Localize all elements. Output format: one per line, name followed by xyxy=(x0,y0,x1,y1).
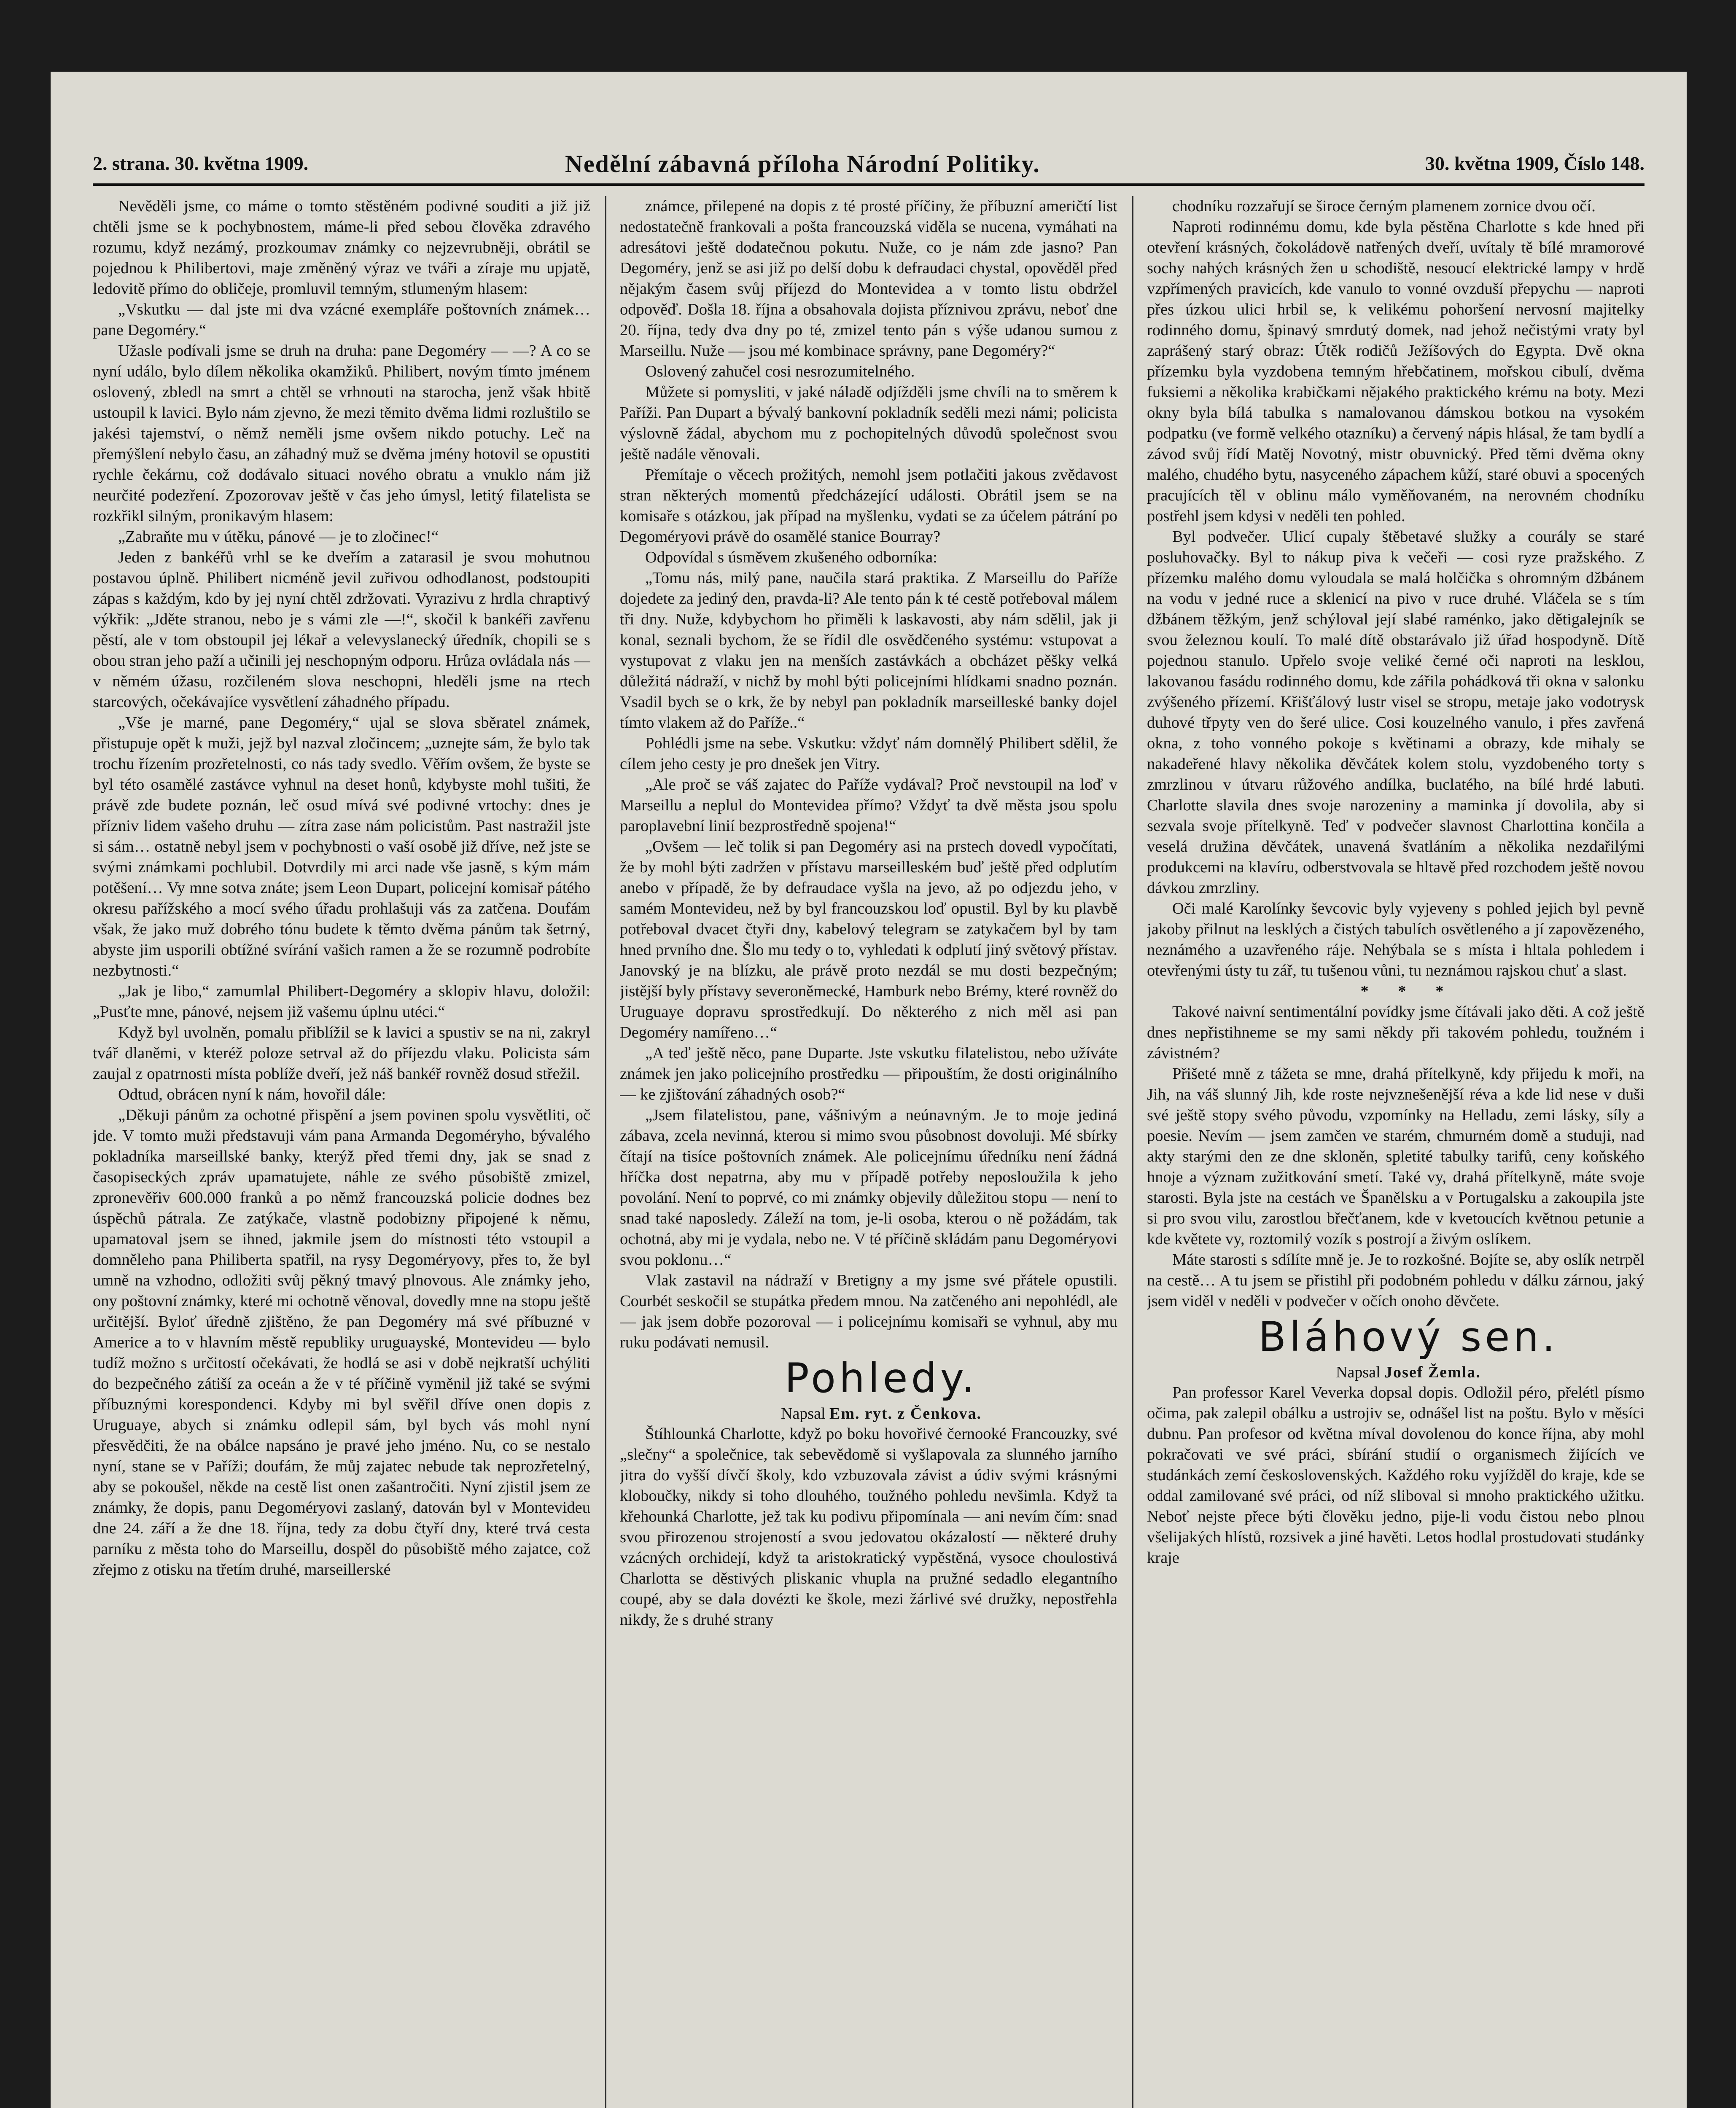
author-name: Josef Žemla. xyxy=(1384,1363,1481,1381)
paragraph: Můžete si pomysliti, v jaké náladě odjížděli jsme chvíli na to směrem k Paříži. Pan Dupart a bývalý bankovní pokladník seděli mezi námi; policista výslovně žádal, abychom mu z pochopitelných důvodů společnost svou ještě nadále věnovali. xyxy=(620,383,1117,463)
paragraph: Odtud, obrácen nyní k nám, hovořil dále: xyxy=(118,1086,386,1103)
paragraph: „Vskutku — dal jste mi dva vzácné exempláře poštovních známek… pane Degoméry.“ xyxy=(93,301,590,339)
paragraph: „Jak je libo,“ zamumlal Philibert-Degoméry a sklopiv hlavu, doložil: „Pusťte mne, pánové, nejsem již vašemu úplnu utéci.“ xyxy=(93,982,590,1021)
header-publication-title: Nedělní zábavná příloha Národní Politiky. xyxy=(565,150,1040,177)
paragraph: „Ale proč se váš zajatec do Paříže vydával? Proč nevstoupil na loď v Marseillu a neplul do Montevidea přímo? Vždyť ta dvě města jsou spolu paroplavební linií bezprostředně spojena!“ xyxy=(620,776,1117,835)
column-2 xyxy=(620,196,1117,2108)
paragraph: Vlak zastavil na nádraží v Bretigny a my jsme své přátele opustili. Courbét seskočil se stupátka předem mnou. Na zatčeného ani nepohlédl, ale — jak jsem dobře pozoroval — i policejnímu komisaři se vyhnul, aby mu ruku podávati nemusil. xyxy=(620,1272,1117,1351)
paragraph: „Jsem filatelistou, pane, vášnivým a neúnavným. Je to moje jediná zábava, zcela nevinná, kterou si mimo svou působnost dovoluji. Mé sbírky čítají na tisíce poštovních známek. Ale policejnímu úředníku není žádná hříčka dost nepatrna, aby mu v případě potřeby neposloužila k jeho povolání. Není to poprvé, co mi známky objevily důležitou stopu — není to snad také naposledy. Záleží na tom, je-li osoba, kterou o ně požádám, tak ochotná, aby mi je vydala, nebo ne. V té příčině skládám panu Degoméryovi svou poklonu…“ xyxy=(620,1106,1117,1269)
paragraph: Přemítaje o věcech prožitých, nemohl jsem potlačiti jakous zvědavost stran některých momentů předcházející události. Obrátil jsem se na komisaře s otázkou, jak případ na myšlenku, vydati se za účelem pátrání po Degoméryovi právě do osamělé stanice Bourray? xyxy=(620,466,1117,546)
paragraph: Máte starosti s sdílíte mně je. Je to rozkošné. Bojíte se, aby oslík netrpěl na cestě… A tu jsem se přistihl při podobném pohledu v dálku zárnou, jaký jsem viděl v neděli v podvečer v očích onoho děvčete. xyxy=(1147,1251,1644,1310)
paragraph: Nevěděli jsme, co máme o tomto stěstěném podivné souditi a již již chtěli jsme se k pochybnostem, máme-li před sebou člověka zdravého rozumu, když nezámý, prozkoumav známky co nejzevrubněji, obrátil se pojednou k Philibertovi, maje změněný výraz ve tváři a zíraje mu upjatě, ledovitě přímo do obličeje, promluvil temným, stlumeným hlasem: xyxy=(93,197,590,298)
paragraph: Když byl uvolněn, pomalu přiblížil se k lavici a spustiv se na ni, zakryl tvář dlaněmi, v kteréž poloze setrval až do příjezdu vlaku. Policista sám zaujal z opatrnosti místa poblíže dveří, jež náš bankéř rovněž dosud střežil. xyxy=(93,1024,590,1083)
author-name: Em. ryt. z Čenkova. xyxy=(829,1405,982,1422)
paragraph: „Děkuji pánům za ochotné přispění a jsem povinen spolu vysvětliti, oč jde. V tomto muži představuji vám pana Armanda Degoméryho, bývalého pokladníka marseillské banky, kterýž před třemi dny, jak se snad z časopiseckých zpráv upamatujete, náhle ze svého působiště zmizel, zpronevěřiv 600.000 franků a po němž francouzská policie dodnes bez úspěchů pátrala. Ze zatýkače, vlastně podobizny připojené k němu, upamatoval jsem se ihned, jakmile jsem do místnosti této vstoupil a domněleho pana Philiberta spatřil, na rysy Degoméryovy, přes to, že byl umně na vzhodno, odložiti svůj pěkný tmavý plnovous. Ale známky jeho, ony poštovní známky, které mi ochotně věnoval, dovedly mne na stopu ještě určitější. Byloť úředně zjištěno, že pan Degoméry má své příbuzné v Americe a to v hlavním městě republiky uruguayské, Montevideu — bylo tudíž možno s určitostí očekávati, že hodlá se asi v době nejkratší uchýliti do bezpečného zátiší za oceán a že v té příčině vyměnil již také se svými příbuznými korespondenci. Kdyby mi byl svěřil dříve onen dopis z Uruguaye, abych si známku odlepil sám, byl bych vás mohl nyní přesvědčiti, že na obálce napsáno je pravé jeho jméno. Nu, co se nestalo nyní, stane se v Paříži; doufám, že můj zajatec nebude tak neprozřetelný, aby se pokoušel, někde na cestě list onen zašantročiti. Nyní zjistil jsem ze známky, že dopis, panu Degoméryovi zaslaný, datován byl v Montevideu dne 24. září a že dne 18. října, tedy za dobu čtyří dny, které trvá cesta parníku z města toho do Marseillu, dospěl do působiště mého zajatce, což zřejmo z otisku na třetím druhé, marseillerské xyxy=(93,1106,590,1578)
paragraph: Pan professor Karel Veverka dopsal dopis. Odložil péro, přelétl písmo očima, pak zalepil obálku a ustrojiv se, odnášel list na poštu. Bylo v měsíci dubnu. Pan profesor od května míval dovolenou do konce října, aby mohl pokračovati ve své práci, sbírání studií o organismech žijících ve studánkách zemí československých. Každého roku vyjížděl do kraje, kde se oddal zamilované své práci, od níž sliboval si mnoho praktického užitku. Neboť nejste přece býti člověku jedno, pije-li vodu čistou nebo plnou všelijakých hlístů, rozsivek a jiné havěti. Letos hodlal prostudovati studánky kraje xyxy=(1147,1384,1644,1567)
paragraph: Oslovený zahučel cosi nesrozumitelného. xyxy=(645,363,915,380)
paragraph: „Zabraňte mu v útěku, pánové — je to zločinec!“ xyxy=(118,528,439,546)
paragraph: „Tomu nás, milý pane, naučila stará praktika. Z Marseillu do Paříže dojedete za jediný den, pravda-li? Ale tento pán k té cestě potřeboval málem tři dny. Nuže, kdybychom ho přiměli k laskavosti, aby nám sdělil, jak ji konal, seznali bychom, že se řídil dle osvědčeného systému: vstupovat a vystupovat z vlaku jen na menších zastávkách a obcházet pěšky velká důležitá nádraží, v nichž by mohl býti policejními hlídkami snadno poznán. Vsadil bych se o krk, že by nebyl pan pokladník marseilleské banky dojel tímto vlakem až do Paříže..“ xyxy=(620,569,1117,731)
paragraph: chodníku rozzařují se široce černým plamenem zornice dvou očí. xyxy=(1172,197,1596,215)
paragraph: Oči malé Karolínky ševcovic byly vyjeveny s pohled jejich byl pevně jakoby přilnut na lesklých a čistých tabulích osvětleného a jí zapovězeného, neznámého a uzavřeného ráje. Nehýbala se s místa i hltala pohledem i otevřenými ústy tu zář, tu tušenou vůni, tu neznámou rajskou chuť a slast. xyxy=(1147,900,1644,979)
paragraph: Přišeté mně z tážeta se mne, drahá přítelkyně, kdy přijedu k moři, na Jih, na váš slunný Jih, kde roste nejvznešenější réva a kde lid nese v duši své ještě stopy svého původu, vzpomínky na Helladu, zemi lásky, síly a poesie. Nevím — jsem zamčen ve starém, chmurném domě a studuji, nad akty starými den ze dne skloněn, spletité tabulky tarifů, ceny koňského hnoje a význam zužitkování smetí. Také vy, drahá přítelkyně, máte svoje starosti. Byla jste na cestách ve Španělsku a v Portugalsku a zakoupila jste si pro svou vilu, zarostlou břečťanem, kde v kvetoucích květnou petunie a kde květete vy, roztomilý vozík s postrojí a živým oslíkem. xyxy=(1147,1065,1644,1248)
paragraph: „Ovšem — leč tolik si pan Degoméry asi na prstech dovedl vypočítati, že by mohl býti zadržen v přístavu marseilleském buď ještě před odplutím anebo v případě, že by defraudace vyšla na jevo, až po odjezdu jeho, v samém Montevideu, než by byl francouzskou loď opustil. Byl by ku plavbě potřeboval dvacet čtyři dny, kabelový telegram se zatykačem byl by tam hned prvního dne. Šlo mu tedy o to, vyhledati k odplutí jiný světový přístav. Janovský je na blízku, ale právě proto nezdál se mu dosti bezpečným; jistější byly přístavy severoněmecké, Hamburk nebo Brémy, které rovněž do Uruguaye dopravu sprostředkují. Do některého z nich měl asi pan Degoméry namířeno…“ xyxy=(620,838,1117,1041)
article-title-pohledy: Pohledy. xyxy=(784,1355,978,1402)
header-date-issue: 30. května 1909, Číslo 148. xyxy=(1425,153,1644,174)
column-3 xyxy=(1147,196,1644,2108)
article-blahovy-sen xyxy=(1147,1312,1644,1568)
byline-prefix: Napsal xyxy=(781,1405,826,1422)
paragraph: známce, přilepené na dopis z té prosté příčiny, že příbuzní američtí list nedostatečně frankovali a pošta francouzská viděla se nucena, vymáhati na adresátovi ještě dodatečnou pokutu. Nuže, co je nám zde jasno? Pan Degoméry, jenž se asi již po delší dobu k defraudaci chystal, opověděl před nějakým časem svůj příjezd do Montevidea a v tomto listu obdržel odpověď. Došla 18. října a obsahovala dojista příznivou zprávu, neboť dne 20. října, tedy dva dny po té, zmizel tento pán s výše udanou sumou z Marseillu. Nuže — jsou mé kombinace správny, pane Degoméry?“ xyxy=(620,197,1117,360)
column-rule xyxy=(1132,196,1133,2108)
story-continuation xyxy=(620,196,1117,1353)
byline-prefix: Napsal xyxy=(1336,1363,1381,1381)
paragraph: „A teď ještě něco, pane Duparte. Jste vskutku filatelistou, nebo užíváte známek jen jako policejního prostředku — připouštím, že dosti originálního — ke zjištování záhadných osob?“ xyxy=(620,1044,1117,1103)
byline-blahovy-sen xyxy=(1147,1362,1644,1382)
paragraph: Takové naivní sentimentální povídky jsme čítávali jako děti. A což ještě dnes nepřistihneme se my sami někdy při takovém pohledu, toužném i závistném? xyxy=(1147,1003,1644,1062)
paragraph: Štíhlounká Charlotte, když po boku hovořivé černooké Francouzky, své „slečny“ a společnice, tak sebevědomě si vyšlapovala za slunného jarního jitra do vyšší dívčí školy, kdo vzbuzovala závist a údiv svými krásnými kloboučky, nikdy si toho dlouhého, toužného pohledu nevšimla. Když ta křehounká Charlotte, jež tak ku podivu připomínala — ani nevím čím: snad svou přirozenou strojeností a svou jedovatou okázalostí — některé druhy vzácných orchidejí, když ta aristokratický vypěstěná, vysoce choulostivá Charlotta se děstivých pliskanic vhupla na pružné sedadlo elegantního coupé, aby se dala dovézti ke škole, mezi žárlivé své družky, nepostřehla nikdy, že s druhé strany xyxy=(620,1425,1117,1629)
header-page-date: 2. strana. 30. května 1909. xyxy=(93,153,309,174)
paragraph: Užasle podívali jsme se druh na druha: pane Degoméry — —? A co se nyní událo, bylo dílem několika okamžiků. Philibert, novým tímto jménem oslovený, zbledl na smrt a chtěl se vrhnouti na starocha, jenž však hbitě ustoupil k lavici. Bylo nám zjevno, že mezi těmito dvěma lidmi rozluštilo se jakési tajemství, o němž neměli jsme ovšem nikdo potuchy. Leč na přemýšlení nebylo času, an záhadný muž se dvěma jmény hotovil se opustiti rychle čekárnu, což dodávalo situaci nového obratu a vnuklo nám již neurčité podezření. Zpozorovav ještě v čas jeho úmysl, letitý filatelista se rozkřikl silným, pronikavým hlasem: xyxy=(93,342,590,525)
paragraph: Byl podvečer. Ulicí cupaly štěbetavé služky a courály se staré posluhovačky. Byl to nákup piva k večeři — cosi ryze pražského. Z přízemku malého domu vyloudala se malá holčička s ohromným džbánem na vodu v jedné ruce a sklenicí na pivo v ruce druhé. Vláčela se s tím džbánem těžkým, jenž schýloval její slabé raménko, jako dětigalejník se svou železnou koulí. To malé dítě obstarávalo již úřad hospodyně. Dítě pojednou stanulo. Upřelo svoje veliké černé oči naproti na lesklou, lakovanou fasádu rodinného domu, kde zářila pohádková tři okna v salonku zvýšeného přízemí. Křišťálový lustr visel se stropu, metaje jako vodotrysk duhové třpyty ven do šeré ulice. Cosi kouzelného vanulo, i přes zavřená okna, z toho vonného pokoje s květinami a obrazy, kde mihaly se nakadeřené hlavy několika děvčátek kolem stolu, vyzdobeného torty s zmrzlinou v útvaru růžového andílka, buclatého, na bílé hrdé labuti. Charlotte slavila dnes svoje narozeniny a maminka jí dovolila, aby si sezvala svoje přítelkyně. Teď v podvečer slavnost Charlottina končila a veselá družina děvčátek, unavená švatláním a několika nezdařilými produkcemi na klavíru, odberstvovala se hltavě před rozchodem ještě novou dávkou zmrzliny. xyxy=(1147,528,1644,897)
newspaper-page xyxy=(51,72,1687,2108)
section-separator: * * * xyxy=(1360,982,1456,1000)
paragraph: „Vše je marné, pane Degoméry,“ ujal se slova sběratel známek, přistupuje opět k muži, jejž byl nazval zločincem; „uznejte sám, že bylo tak trochu řízením prozřetelnosti, co nás tady svedlo. Věřím ovšem, že byste se byl této osamělé zastávce vyhnul na deset honů, kdybyste mohl tušiti, že právě zde budete poznán, leč osud mívá své podivné vrtochy: dnes je přízniv lidem vašeho druhu — zítra zase nám policistům. Past nastražil jste si sám… ostatně nebyl jsem v pochybnosti o vaší osobě již dříve, než jste se svými známkami pochlubil. Dotvrdily mi arci nade vše jasně, s kým mám potěšení… Vy mne sotva znáte; jsem Leon Dupart, policejní komisař pátého okresu pařížského a mocí svého úřadu prohlašuji vás za zatčena. Doufám však, že jako muž dobrého tónu budete k těmto dvěma pánům tak šetrný, abyste jim usporili obtížné svírání vašich ramen a že se rozumně podrobíte nezbytnosti.“ xyxy=(93,714,590,979)
page-header xyxy=(93,150,1644,186)
paragraph: Pohlédli jsme na sebe. Vskutku: vždyť nám domnělý Philibert sdělil, že cílem jeho cesty je pro dnešek jen Vitry. xyxy=(620,734,1117,773)
byline-pohledy xyxy=(620,1404,1117,1424)
pohledy-continuation xyxy=(1147,196,1644,1312)
paragraph: Odpovídal s úsměvem zkušeného odborníka: xyxy=(645,549,937,566)
paragraph: Jeden z bankéřů vrhl se ke dveřím a zatarasil je svou mohutnou postavou úplně. Philibert nicméně jevil zuřivou odhodlanost, podstoupiti zápas s každým, kdo by jej nyní chtěl zdržovati. Vyrazivu z hrdla chraptivý výkřik: „Jděte stranou, nebo je s vámi zle —!“, skočil k bankéři zavřenu pěstí, ale v tom obstoupil jej lékař a velevyslanecký úředník, chopili se s obou stran jeho paží a učinili jej neschopným odporu. Hrůza ovládala nás — v němém úžasu, rozčileném slova neschopni, hleděli jsme na rtech starcových, očekávajíce vysvětlení záhadného případu. xyxy=(93,549,590,711)
article-title-blahovy-sen: Bláhový sen. xyxy=(1258,1313,1558,1361)
article-pohledy xyxy=(620,1353,1117,1630)
article-body-blahovy-sen xyxy=(1147,1382,1644,1568)
column-rule xyxy=(605,196,606,2108)
article-body-pohledy xyxy=(620,1424,1117,1630)
column-1 xyxy=(93,196,590,2108)
paragraph: Naproti rodinnému domu, kde byla pěstěna Charlotte s kde hned při otevření krásných, čokoládově natřených dveří, uvítaly tě bílé mramorové sochy nahých krásných žen u schodiště, nesoucí elektrické lampy v hrdě vzpřímených pravicích, kde vanulo to vonné ovzduší přepychu — naproti přes úzkou ulici hrbil se, k velikému pohoršení nervosní majitelky rodinného domu, špinavý smrdutý domek, nad jehož nečistými vraty byl zaprášený starý obraz: Útěk rodičů Ježíšových do Egypta. Dvě okna přízemku byla vyzdobena temným hřebčatinem, mořskou cibulí, dvěma fuksiemi a několika krabičkami nějakého praktického krému na boty. Mezi okny byla bílá tabulka s namalovanou dámskou botkou na vysokém podpatku (ve formě velkého otazníku) a červený nápis hlásal, že tam bydlí a závod svůj řídí Matěj Novotný, mistr obuvnický. Před těmi dvěma okny malého, chudého bytu, nasyceného zápachem kůží, staré obuvi a spocených pracujících těl v oblinu málo vyměňovaném, na nerovném chodníku postřehl jsem kdysi v neděli ten pohled. xyxy=(1147,218,1644,525)
